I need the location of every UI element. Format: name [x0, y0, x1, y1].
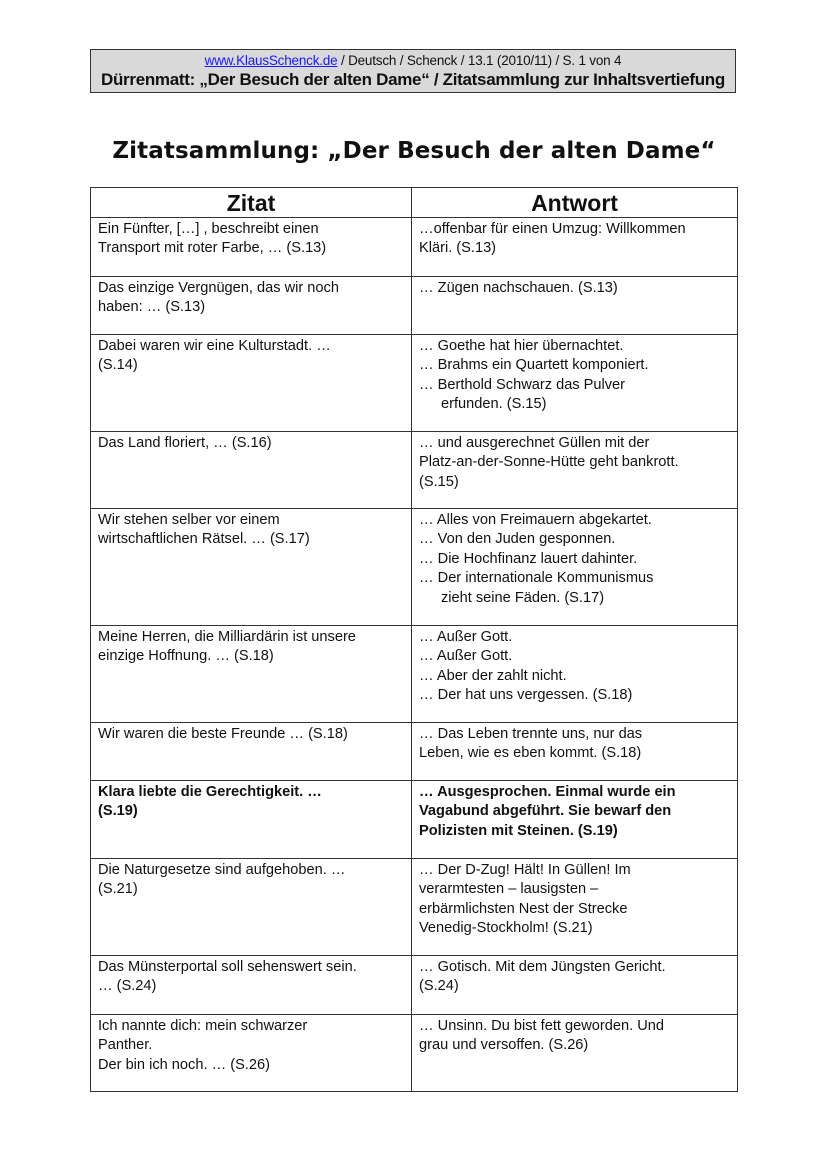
zitat-cell — [91, 956, 412, 1015]
table-row — [91, 859, 738, 956]
zitat-line: Ein Fünfter, […] , beschreibt einen — [98, 221, 319, 237]
zitat-cell — [91, 781, 412, 859]
zitat-line: Das einzige Vergnügen, das wir noch — [98, 280, 339, 296]
zitat-line: wirtschaftlichen Rätsel. … (S.17) — [98, 531, 310, 548]
table-row — [91, 218, 738, 277]
antwort-line: (S.24) — [419, 978, 459, 995]
website-link[interactable]: www.KlausSchenck.de — [204, 53, 338, 68]
zitat-line: Panther. — [98, 1037, 153, 1054]
page-title: Zitatsammlung: „Der Besuch der alten Dame“ — [112, 138, 716, 164]
antwort-line: … Ausgesprochen. Einmal wurde ein — [419, 784, 676, 800]
header-meta-line — [91, 53, 735, 69]
zitat-line: Das Münsterportal soll sehenswert sein. — [98, 959, 357, 975]
antwort-line: erfunden. (S.15) — [441, 396, 547, 413]
antwort-line: …offenbar für einen Umzug: Willkommen — [419, 221, 686, 237]
antwort-cell — [412, 1015, 738, 1092]
antwort-cell — [412, 218, 738, 277]
antwort-line: … Aber der zahlt nicht. — [419, 667, 567, 684]
antwort-line: … Alles von Freimauern abgekartet. — [419, 512, 652, 528]
zitat-line: Wir stehen selber vor einem — [98, 512, 280, 528]
antwort-line: … Zügen nachschauen. (S.13) — [419, 280, 618, 296]
antwort-line: … und ausgerechnet Güllen mit der — [419, 435, 650, 451]
zitat-line: … (S.24) — [98, 978, 157, 995]
antwort-line: … Der internationale Kommunismus — [419, 570, 654, 587]
antwort-line: … Außer Gott. — [419, 629, 513, 645]
zitat-line: Klara liebte die Gerechtigkeit. … — [98, 784, 322, 800]
antwort-line: … Von den Juden gesponnen. — [419, 531, 616, 548]
zitat-line: (S.14) — [98, 357, 138, 374]
zitat-cell — [91, 335, 412, 432]
table-row — [91, 781, 738, 859]
column-header-antwort: Antwort — [412, 188, 738, 218]
table-row — [91, 277, 738, 335]
header-meta-text: / Deutsch / Schenck / 13.1 (2010/11) / S. 1 von 4 — [337, 53, 622, 68]
zitat-line: Der bin ich noch. … (S.26) — [98, 1056, 270, 1073]
antwort-cell — [412, 781, 738, 859]
antwort-line: Leben, wie es eben kommt. (S.18) — [419, 745, 642, 762]
antwort-line: (S.15) — [419, 473, 459, 490]
document-header — [90, 49, 736, 93]
header-subtitle: Dürrenmatt: „Der Besuch der alten Dame“ / Zitatsammlung zur Inhaltsvertiefung — [101, 70, 725, 89]
antwort-cell — [412, 277, 738, 335]
antwort-line: zieht seine Fäden. (S.17) — [441, 589, 605, 606]
antwort-line: Kläri. (S.13) — [419, 240, 497, 257]
zitat-line: haben: … (S.13) — [98, 299, 206, 316]
zitat-cell — [91, 218, 412, 277]
column-header-zitat: Zitat — [91, 188, 412, 218]
zitat-line: Transport mit roter Farbe, … (S.13) — [98, 240, 327, 257]
table-row — [91, 1015, 738, 1092]
table-row — [91, 432, 738, 509]
antwort-line: verarmtesten – lausigsten – — [419, 881, 599, 898]
table-row — [91, 335, 738, 432]
zitat-cell — [91, 723, 412, 781]
table-row — [91, 509, 738, 626]
antwort-line: grau und versoffen. (S.26) — [419, 1037, 589, 1054]
zitat-line: (S.19) — [98, 803, 138, 820]
antwort-line: … Goethe hat hier übernachtet. — [419, 338, 624, 354]
antwort-cell — [412, 509, 738, 626]
antwort-cell — [412, 956, 738, 1015]
zitat-line: Die Naturgesetze sind aufgehoben. … — [98, 862, 346, 878]
antwort-line: Polizisten mit Steinen. (S.19) — [419, 822, 618, 839]
antwort-line: … Berthold Schwarz das Pulver — [419, 376, 626, 393]
antwort-line: Vagabund abgeführt. Sie bewarf den — [419, 803, 672, 820]
antwort-line: … Das Leben trennte uns, nur das — [419, 726, 643, 742]
zitat-cell — [91, 432, 412, 509]
zitat-line: Ich nannte dich: mein schwarzer — [98, 1018, 308, 1034]
table-body — [91, 218, 738, 1092]
zitat-line: Meine Herren, die Milliardärin ist unsere — [98, 629, 356, 645]
antwort-cell — [412, 626, 738, 723]
antwort-line: Platz-an-der-Sonne-Hütte geht bankrott. — [419, 454, 679, 471]
antwort-line: … Außer Gott. — [419, 648, 513, 665]
zitat-cell — [91, 1015, 412, 1092]
antwort-line: … Gotisch. Mit dem Jüngsten Gericht. — [419, 959, 666, 975]
table-row — [91, 956, 738, 1015]
zitat-cell — [91, 859, 412, 956]
table-row — [91, 626, 738, 723]
zitat-cell — [91, 277, 412, 335]
zitat-line: einzige Hoffnung. … (S.18) — [98, 648, 274, 665]
antwort-line: … Der hat uns vergessen. (S.18) — [419, 687, 633, 704]
quote-table — [90, 187, 738, 1092]
antwort-line: … Unsinn. Du bist fett geworden. Und — [419, 1018, 664, 1034]
table-row — [91, 723, 738, 781]
zitat-line: (S.21) — [98, 881, 138, 898]
antwort-cell — [412, 859, 738, 956]
antwort-line: … Der D-Zug! Hält! In Güllen! Im — [419, 862, 631, 878]
zitat-cell — [91, 626, 412, 723]
antwort-line: … Die Hochfinanz lauert dahinter. — [419, 550, 638, 567]
zitat-line: Wir waren die beste Freunde … (S.18) — [98, 726, 348, 742]
antwort-cell — [412, 432, 738, 509]
antwort-cell — [412, 723, 738, 781]
zitat-cell — [91, 509, 412, 626]
zitat-line: Das Land floriert, … (S.16) — [98, 435, 272, 451]
antwort-line: erbärmlichsten Nest der Strecke — [419, 900, 628, 917]
zitat-line: Dabei waren wir eine Kulturstadt. … — [98, 338, 331, 354]
table-header-row — [91, 188, 738, 218]
antwort-line: Venedig-Stockholm! (S.21) — [419, 920, 593, 937]
antwort-line: … Brahms ein Quartett komponiert. — [419, 357, 649, 374]
antwort-cell — [412, 335, 738, 432]
